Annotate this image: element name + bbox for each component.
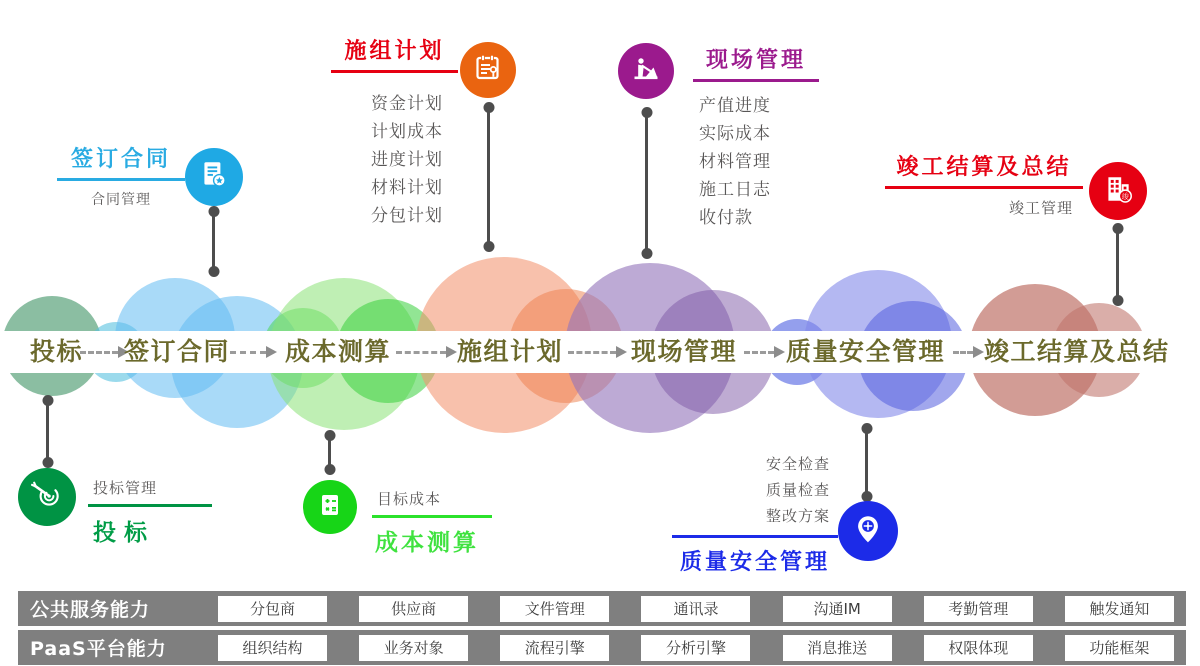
building-badge-icon [1102,173,1134,209]
detail-item: 质量检查 [765,481,830,499]
flow-arrow [396,351,446,354]
flow-step: 质量安全管理 [786,337,946,366]
connector [865,428,868,497]
clipboard-wrench-icon [473,53,503,87]
detail-item: 实际成本 [699,124,771,144]
connector [1116,228,1119,301]
flow-step: 投标 [30,337,84,366]
connector [212,211,215,272]
connector [328,435,331,470]
flow-step: 签订合同 [124,337,231,366]
callout-underline [693,79,819,82]
capability-chip: 供应商 [359,596,468,622]
worker-icon [631,54,661,88]
detail-item: 计划成本 [371,122,443,142]
flow-step: 成本测算 [285,337,392,366]
bar-items [218,635,1174,661]
capability-chip: 功能框架 [1065,635,1174,661]
flow-arrow [80,351,118,354]
flow-band [0,331,1200,373]
flow-arrow [953,351,973,354]
detail-item: 进度计划 [371,150,443,170]
flow-step: 竣工结算及总结 [984,337,1170,366]
callout-subtitle: 合同管理 [91,192,151,208]
capability-chip: 流程引擎 [500,635,609,661]
callout-subtitle: 竣工管理 [1008,199,1073,217]
callout-quality-safety-list [672,451,838,529]
calculator-icon [315,490,345,524]
callout-title: 成本测算 [375,530,479,556]
callout-title: 竣工结算及总结 [896,155,1072,180]
sign-contract-disc [185,148,243,206]
detail-item: 材料计划 [371,178,443,198]
capability-chip: 触发通知 [1065,596,1174,622]
callout-subtitle: 目标成本 [377,490,442,508]
detail-item: 产值进度 [699,96,771,116]
flow-arrow [230,351,266,354]
bidding-disc [18,468,76,526]
callout-subtitle: 投标管理 [93,479,158,497]
capability-chip: 分包商 [218,596,327,622]
callout-underline [331,70,458,73]
callout-title: 施组计划 [344,39,445,64]
svg-text:竣: 竣 [1121,191,1129,201]
cost-estimate-disc [303,480,357,534]
callout-sign-contract [57,142,185,209]
detail-item: 资金计划 [371,94,443,114]
capability-chip: 考勤管理 [924,596,1033,622]
paas-platform-bar [18,630,1186,665]
detail-item: 材料管理 [699,152,771,172]
capability-chip: 文件管理 [500,596,609,622]
capability-chip: 权限体现 [924,635,1033,661]
capability-chip: 沟通IM [783,596,892,622]
callout-title: 质量安全管理 [679,550,830,575]
connector [487,107,490,247]
capability-chip: 通讯录 [641,596,750,622]
callout-underline [885,186,1083,189]
connector [645,112,648,254]
detail-item: 收付款 [699,208,753,228]
flow-step: 现场管理 [631,337,738,366]
quality-safety-disc [838,501,898,561]
callout-bidding [88,477,212,547]
callout-underline [88,504,212,507]
detail-item: 施工日志 [699,180,771,200]
completion-disc [1089,162,1147,220]
callout-completion [885,150,1083,218]
bar-label: PaaS平台能力 [30,638,167,660]
callout-title: 签订合同 [70,147,171,172]
callout-title: 投标 [93,520,155,546]
callout-underline [57,178,185,181]
detail-item: 安全检查 [765,455,830,473]
flow-step: 施组计划 [457,337,564,366]
dart-target-icon [31,479,63,515]
capability-chip: 分析引擎 [641,635,750,661]
connector [46,400,49,463]
callout-underline [372,515,492,518]
callout-quality-safety [672,451,838,576]
bar-items [218,596,1174,622]
callout-site-management-list [699,92,771,232]
flow-arrow [744,351,774,354]
callout-underline [672,535,838,538]
public-service-bar [18,591,1186,626]
callout-title: 现场管理 [705,48,806,73]
construction-plan-disc [460,42,516,98]
callout-construction-plan [331,34,458,73]
capability-chip: 消息推送 [783,635,892,661]
bar-label: 公共服务能力 [30,599,151,621]
detail-item: 整改方案 [765,507,830,525]
detail-item: 分包计划 [371,206,443,226]
callout-site-management [693,43,819,82]
location-pin-icon [852,513,884,549]
site-management-disc [618,43,674,99]
callout-cost-estimate [372,488,492,557]
capability-chip: 组织结构 [218,635,327,661]
callout-construction-plan-list [371,90,443,230]
contract-seal-icon [198,159,230,195]
capability-chip: 业务对象 [359,635,468,661]
flow-arrow [568,351,616,354]
